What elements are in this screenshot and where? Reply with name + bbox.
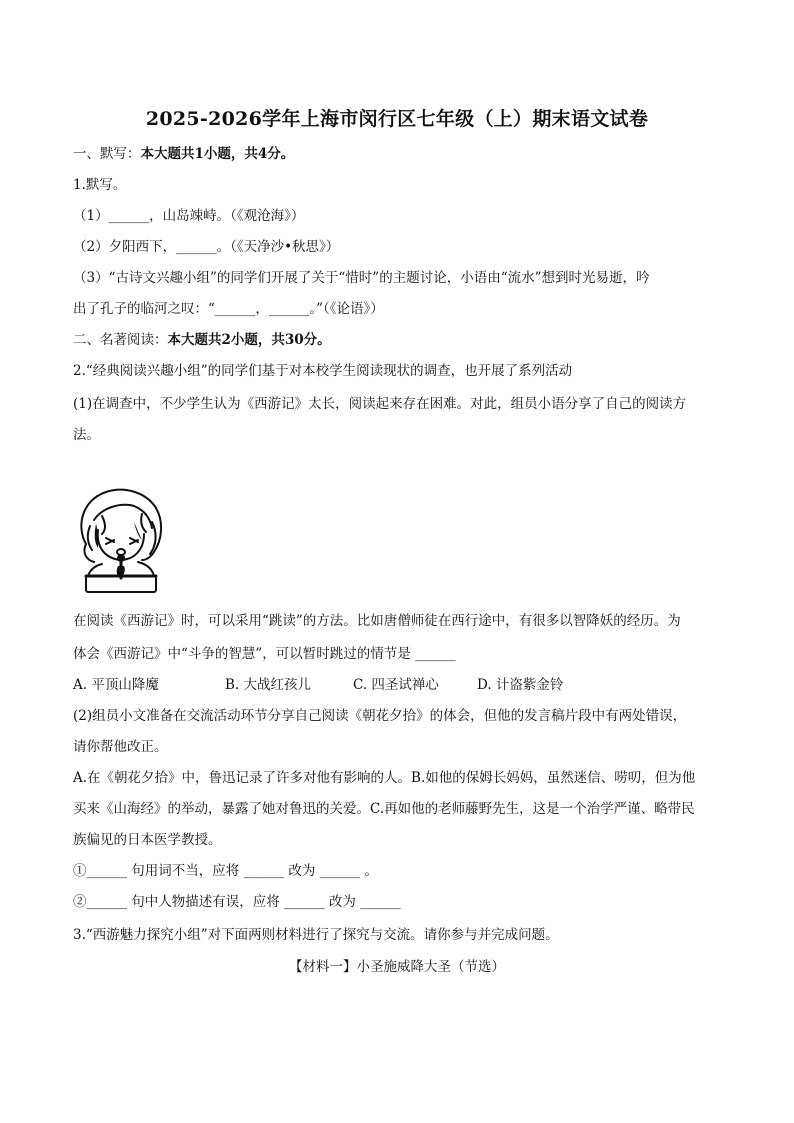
section2-heading-prefix: 二、名著阅读：: [73, 332, 168, 348]
q2-passage-line2: 买来《山海经》的举动，暴露了她对鲁迅的关爱。C.再如他的老师藤野先生，这是一个治学严谨、略带民: [73, 801, 695, 817]
q2-part1-line2: 法。: [73, 427, 100, 443]
option-a: A. 平顶山降魔: [73, 677, 159, 693]
q2-reading-line1: 在阅读《西游记》时，可以采用“跳读”的方法。比如唐僧师徒在西行途中，有很多以智降妖的经历。为: [73, 613, 681, 629]
option-c: C. 四圣试禅心: [353, 677, 439, 693]
q2-fix2: ②______ 句中人物描述有误，应将 ______ 改为 ______: [73, 894, 401, 910]
section1-heading: [73, 144, 734, 164]
student-speaker-illustration: [72, 486, 168, 596]
q1-sub3-line1: （3）“古诗文兴趣小组”的同学们开展了关于“惜时”的主题讨论，小语由“流水”想到时光易逝，吟: [73, 270, 650, 286]
q3-stem: 3.“西游魅力探究小组”对下面两则材料进行了探究与交流。请你参与并完成问题。: [73, 927, 559, 943]
section1-heading-detail: 本大题共1小题，共4分。: [140, 146, 295, 162]
option-b: B. 大战红孩儿: [225, 677, 312, 693]
q1-stem: 1.默写。: [73, 177, 127, 193]
q2-stem: 2.“经典阅读兴趣小组”的同学们基于对本校学生阅读现状的调查，也开展了系列活动: [73, 363, 573, 379]
section1-heading-prefix: 一、默写：: [73, 146, 141, 162]
q2-passage-line3: 族偏见的日本医学教授。: [73, 832, 222, 848]
q1-sub1: （1）______，山岛竦峙。（《观沧海》）: [73, 208, 305, 224]
option-d: D. 计盗紫金铃: [477, 677, 564, 693]
material-title: 【材料一】小圣施威降大圣（节选）: [289, 959, 505, 975]
q1-sub2: （2）夕阳西下，______。（《天净沙•秋思》）: [73, 239, 340, 255]
q2-part2-line1: (2)组员小文准备在交流活动环节分享自己阅读《朝花夕拾》的体会，但他的发言稿片段中有两处错误，: [73, 708, 687, 724]
q2-part1-line1: (1)在调查中，不少学生认为《西游记》太长，阅读起来存在困难。对此，组员小语分享了自己的阅读方: [73, 396, 687, 412]
exam-title: 2025-2026学年上海市闵行区七年级（上）期末语文试卷: [145, 108, 649, 130]
section2-heading: [73, 330, 734, 350]
section2-heading-detail: 本大题共2小题，共30分。: [167, 332, 331, 348]
q2-part2-line2: 请你帮他改正。: [73, 739, 168, 755]
q2-passage-line1: A.在《朝花夕拾》中，鲁迅记录了许多对他有影响的人。B.如他的保姆长妈妈，虽然迷信、唠叨，但为他: [73, 770, 696, 786]
q1-sub3-line2: 出了孔子的临河之叹：“______，______。”（《论语》）: [73, 301, 384, 317]
q2-fix1: ①______ 句用词不当，应将 ______ 改为 ______ 。: [73, 863, 378, 879]
q2-reading-line2: 体会《西游记》中“斗争的智慧”，可以暂时跳过的情节是 ______: [73, 646, 456, 662]
